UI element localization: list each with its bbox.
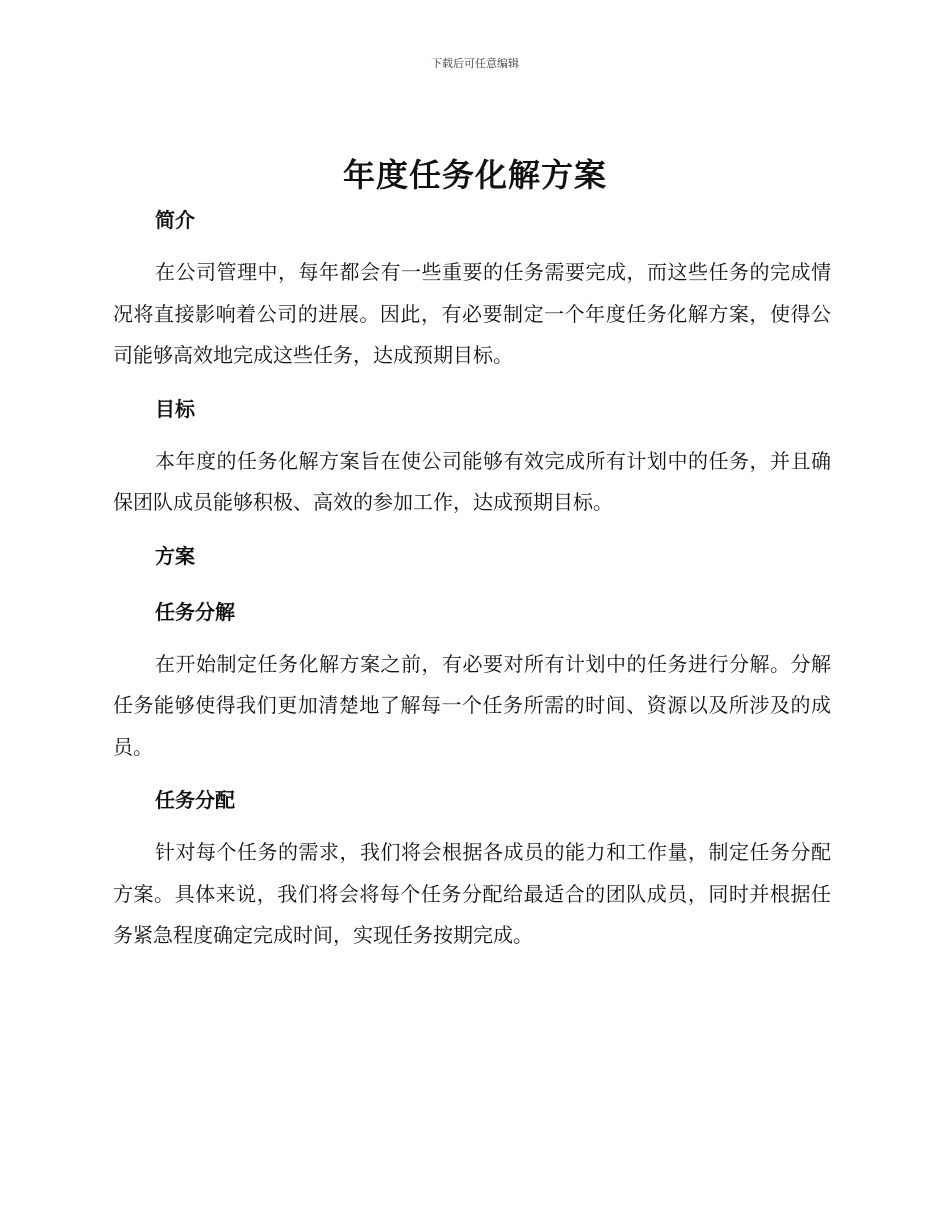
section-heading-plan: 方案 bbox=[155, 543, 195, 568]
section-paragraph-task-breakdown: 在开始制定任务化解方案之前，有必要对所有计划中的任务进行分解。分解任务能够使得我们更加清楚地了解每一个任务所需的时间、资源以及所涉及的成员。 bbox=[113, 651, 831, 759]
section-heading-intro: 简介 bbox=[155, 208, 195, 232]
document-title: 年度任务化解方案 bbox=[342, 156, 607, 194]
section-paragraph-goal: 本年度的任务化解方案旨在使公司能够有效完成所有计划中的任务，并且确保团队成员能够积极、高效的参加工作，达成预期目标。 bbox=[113, 448, 831, 514]
section-heading-task-breakdown: 任务分解 bbox=[155, 599, 235, 624]
section-paragraph-intro: 在公司管理中，每年都会有一些重要的任务需要完成，而这些任务的完成情况将直接影响着公司的进展。因此，有必要制定一个年度任务化解方案，使得公司能够高效地完成这些任务，达成预期目标。 bbox=[113, 260, 831, 367]
section-paragraph-task-allocation: 针对每个任务的需求，我们将会根据各成员的能力和工作量，制定任务分配方案。具体来说，我们将会将每个任务分配给最适合的团队成员，同时并根据任务紧急程度确定完成时间，实现任务按期完成。 bbox=[113, 840, 831, 947]
section-heading-task-allocation: 任务分配 bbox=[155, 788, 235, 812]
section-heading-goal: 目标 bbox=[155, 396, 195, 421]
document-body bbox=[113, 200, 831, 957]
header-note: 下载后可任意编辑 bbox=[431, 57, 519, 70]
